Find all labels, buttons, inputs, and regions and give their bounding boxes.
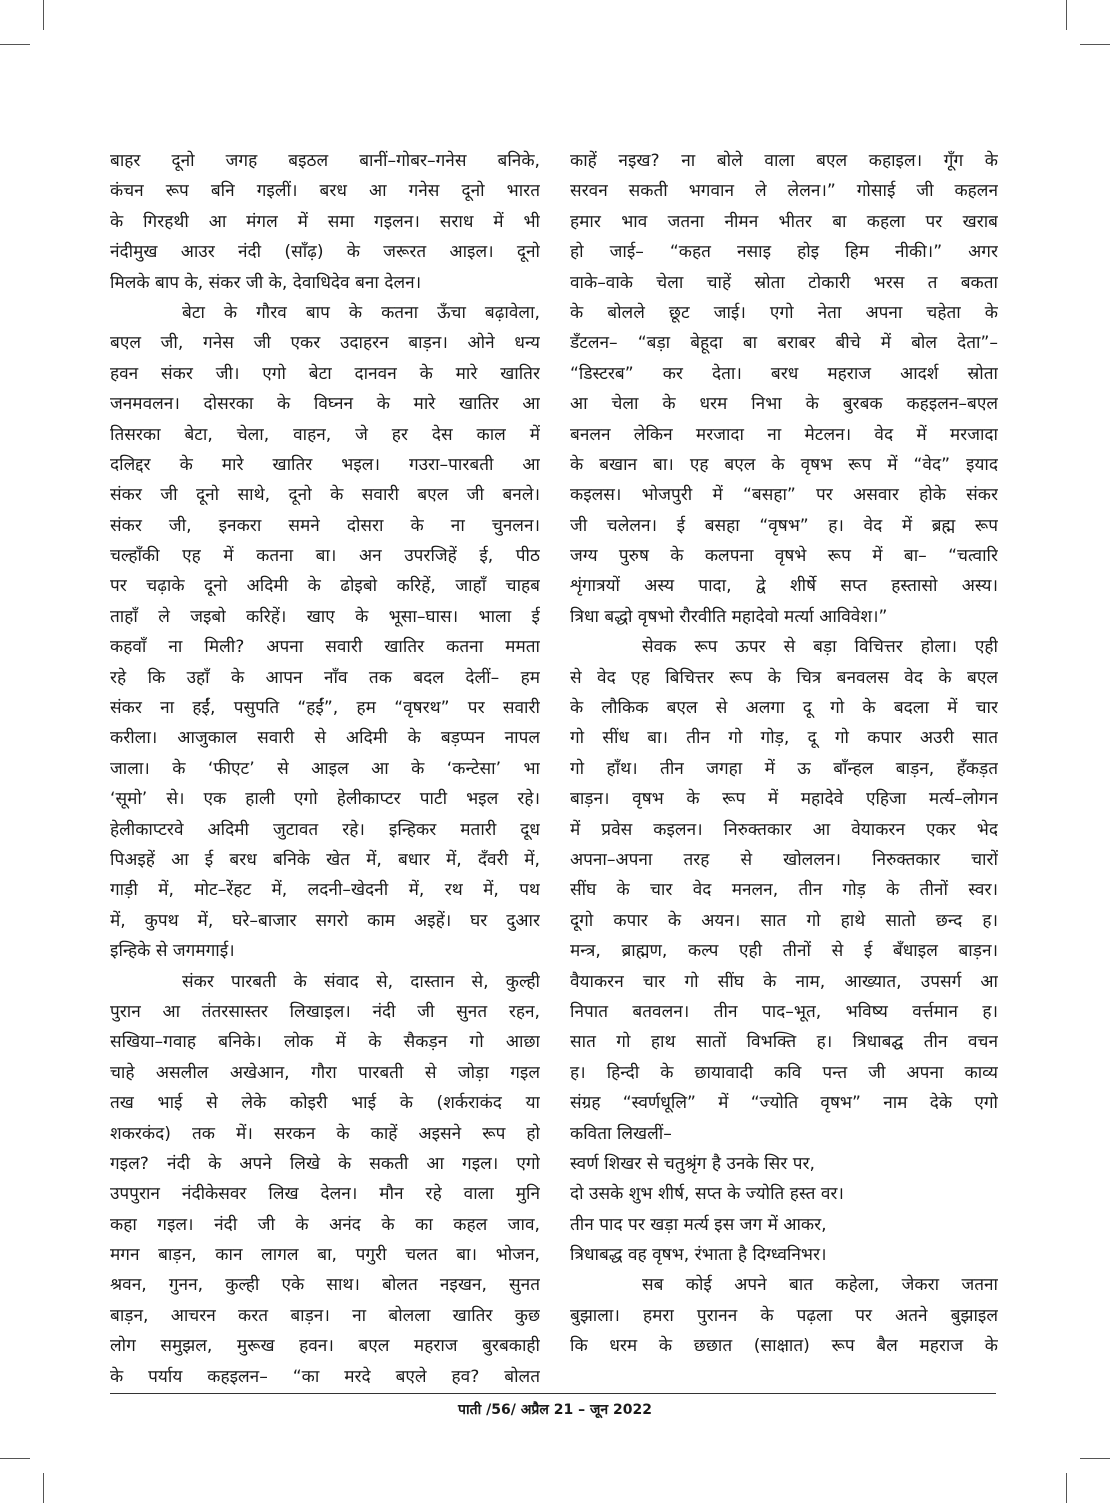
text-line: बएल जी, गनेस जी एकर उदाहरन बाड़न। ओने धन्य — [110, 333, 540, 354]
poem-line: तीन पाद पर खड़ा मर्त्य इस जग में आकर, — [570, 1214, 827, 1235]
text-line: संकर जी, इनकरा समने दोसरा के ना चुनलन। — [110, 515, 540, 536]
poem-line: स्वर्ण शिखर से चतुश्रृंग है उनके सिर पर, — [570, 1153, 815, 1174]
crop-mark — [0, 1458, 30, 1459]
text-line: पिअइहें आ ई बरध बनिके खेत में, बधार में, दँवरी में, — [110, 849, 540, 870]
text-line: मन्त्र, ब्राह्मण, कल्प एही तीनों से ई बँधाइल बाड़न। — [570, 941, 998, 962]
text-line: आ चेला के धरम निभा के बुरबक कहइलन–बएल — [570, 394, 998, 415]
text-line: उपपुरान नंदीकेसवर लिख देलन। मौन रहे वाला मुनि — [110, 1184, 540, 1205]
poem-line: त्रिधाबद्ध वह वृषभ, रंभाता है दिग्ध्वनिभर। — [570, 1245, 827, 1266]
text-line: काहें नइख? ना बोले वाला बएल कहाइल। गूँग के — [570, 151, 998, 171]
text-line: गो हाँथ। तीन जगहा में ऊ बाँन्हल बाड़न, हँकड़त — [570, 758, 998, 779]
crop-mark — [1066, 0, 1067, 30]
text-line: पर चढ़ाके दूनो अदिमी के ढोइबो करिहें, जाहाँ चाहब — [110, 576, 540, 597]
text-line: इन्हिके से जगमगाई। — [110, 941, 235, 962]
text-line: वैयाकरन चार गो सींघ के नाम, आख्यात, उपसर्ग आ — [570, 971, 998, 992]
text-line: संकर जी दूनो साथे, दूनो के सवारी बएल जी बनले। — [110, 485, 540, 506]
text-line: के गिरहथी आ मंगल में समा गइलन। सराध में भी — [110, 211, 540, 232]
crop-mark — [43, 0, 44, 30]
text-line: संकर ना हईं, पसुपति “हईं”, हम “वृषरथ” पर सवारी — [110, 698, 540, 719]
text-line: कविता लिखलीं– — [570, 1123, 672, 1144]
text-line: बाड़न, आचरन करत बाड़न। ना बोलला खातिर कुछ — [110, 1305, 540, 1326]
crop-mark — [1080, 44, 1110, 45]
text-line: हवन संकर जी। एगो बेटा दानवन के मारे खातिर — [110, 363, 540, 384]
text-line: तिसरका बेटा, चेला, वाहन, जे हर देस काल में — [110, 424, 540, 445]
text-line: में प्रवेस कइलन। निरुक्तकार आ वेयाकरन एकर भेद — [570, 819, 998, 840]
text-line: कहा गइल। नंदी जी के अनंद के का कहल जाव, — [110, 1214, 540, 1235]
text-line: हेलीकाप्टरवे अदिमी जुटावत रहे। इन्हिकर मतारी दूध — [110, 819, 540, 840]
crop-mark — [1066, 1473, 1067, 1503]
text-line: “डिस्टरब” कर देता। बरध महराज आदर्श स्रोता — [570, 363, 998, 384]
text-line: सींघ के चार वेद मनलन, तीन गोड़ के तीनों स्वर। — [570, 880, 998, 901]
text-line: सखिया–गवाह बनिके। लोक में के सैकड़न गो आछा — [110, 1032, 540, 1053]
text-line: के बोलले छूट जाई। एगो नेता अपना चहेता के — [570, 302, 998, 323]
text-line: सरवन सकती भगवान ले लेलन।” गोसाई जी कहलन — [570, 181, 998, 202]
text-line: मगन बाड़न, कान लागल बा, पगुरी चलत बा। भोजन, — [110, 1245, 540, 1266]
crop-mark — [0, 44, 30, 45]
text-line: चाहे असलील अखेआन, गौरा पारबती से जोड़ा गइल — [110, 1062, 540, 1083]
text-line: शृंगात्रयों अस्य पादा, द्वे शीर्षे सप्त हस्तासो अस्य। — [570, 576, 998, 597]
text-line: तख भाई से लेके कोइरी भाई के (शर्कराकंद या — [110, 1093, 540, 1114]
text-line: अपना–अपना तरह से खोललन। निरुक्तकार चारों — [570, 849, 998, 870]
text-line: कइलस। भोजपुरी में “बसहा” पर असवार होके संकर — [570, 485, 998, 506]
page-footer: पाती /56/ अप्रैल 21 – जून 2022 — [458, 1402, 652, 1418]
text-line: के बखान बा। एह बएल के वृषभ रूप में “वेद” इयाद — [570, 454, 998, 475]
text-line: जनमवलन। दोसरका के विघ्नन के मारे खातिर आ — [110, 394, 540, 415]
text-line: जाला। के ‘फीएट’ से आइल आ के ‘कन्टेसा’ भा — [110, 758, 540, 779]
text-line: कंचन रूप बनि गइलीं। बरध आ गनेस दूनो भारत — [110, 181, 540, 202]
text-line: के लौकिक बएल से अलगा दू गो के बदला में चार — [570, 698, 998, 719]
text-line: त्रिधा बद्धो वृषभो रौरवीति महादेवो मर्त्या आविवेश।” — [570, 606, 888, 627]
text-line: दलिद्दर के मारे खातिर भइल। गउरा–पारबती आ — [110, 454, 540, 475]
text-line: के पर्याय कहइलन– “का मरदे बएले हव? बोलत — [110, 1366, 540, 1387]
text-line: शकरकंद) तक में। सरकन के काहें अइसने रूप हो — [110, 1123, 540, 1144]
footer-divider — [110, 1393, 996, 1394]
right-column — [570, 146, 998, 1362]
text-line: जग्य पुरुष के कलपना वृषभे रूप में बा– “चत्वारि — [570, 546, 998, 567]
text-line: गाड़ी में, मोट–रेंहट में, लदनी–खेदनी में, रथ में, पथ — [110, 880, 540, 901]
text-line: में, कुपथ में, घरे–बाजार सगरो काम अइहें। घर दुआर — [110, 910, 540, 931]
text-line: बाड़न। वृषभ के रूप में महादेवे एहिजा मर्त्य–लोगन — [570, 789, 998, 810]
text-line: सब कोई अपने बात कहेला, जेकरा जतना — [642, 1275, 998, 1296]
text-line: सात गो हाथ सातों विभक्ति ह। त्रिधाबद्घ तीन वचन — [570, 1032, 998, 1053]
text-line: वाके–वाके चेला चाहें स्रोता टोकारी भरस त बकता — [570, 272, 998, 293]
text-line: बाहर दूनो जगह बइठल बानीं–गोबर–गनेस बनिके, — [110, 151, 540, 171]
text-line: कहवाँ ना मिली? अपना सवारी खातिर कतना ममता — [110, 637, 540, 658]
text-line: ‘सूमो’ से। एक हाली एगो हेलीकाप्टर पाटी भइल रहे। — [110, 789, 540, 810]
text-line: मिलके बाप के, संकर जी के, देवाधिदेव बना देलन। — [110, 272, 422, 293]
text-line: चल्हाँकी एह में कतना बा। अन उपरजिहें ई, पीठ — [110, 546, 540, 567]
left-column — [110, 146, 540, 1392]
text-line: लोग समुझल, मुरूख हवन। बएल महराज बुरबकाही — [110, 1336, 540, 1357]
crop-mark — [1080, 1458, 1110, 1459]
text-line: ताहाँ ले जइबो करिहें। खाए के भूसा–घास। भाला ई — [110, 606, 540, 627]
text-line: कि धरम के छछात (साक्षात) रूप बैल महराज के — [570, 1336, 998, 1357]
text-line: ह। हिन्दी के छायावादी कवि पन्त जी अपना काव्य — [570, 1062, 998, 1083]
text-line: करीला। आजुकाल सवारी से अदिमी के बड़प्पन नापल — [110, 728, 540, 749]
text-line: गो सींध बा। तीन गो गोड़, दू गो कपार अउरी सात — [570, 728, 998, 749]
text-line: जी चलेलन। ई बसहा “वृषभ” ह। वेद में ब्रह्म रूप — [570, 515, 998, 536]
text-line: दूगो कपार के अयन। सात गो हाथे सातो छन्द ह। — [570, 910, 998, 931]
text-line: बनलन लेकिन मरजादा ना मेटलन। वेद में मरजादा — [570, 424, 998, 445]
text-line: संकर पारबती के संवाद से, दास्तान से, कुल्ही — [182, 971, 540, 992]
text-line: डँटलन– “बड़ा बेहूदा बा बराबर बीचे में बोल देता”– — [570, 333, 998, 354]
text-line: बुझाला। हमरा पुरानन के पढ़ला पर अतने बुझाइल — [570, 1305, 998, 1326]
text-line: हमार भाव जतना नीमन भीतर बा कहला पर खराब — [570, 211, 998, 232]
text-line: पुरान आ तंतरसास्तर लिखाइल। नंदी जी सुनत रहन, — [110, 1001, 540, 1022]
text-line: रहे कि उहाँ के आपन नाँव तक बदल देलीं– हम — [110, 667, 540, 688]
article-body — [110, 146, 998, 1387]
text-line: गइल? नंदी के अपने लिखे के सकती आ गइल। एगो — [110, 1153, 540, 1174]
text-line: से वेद एह बिचित्तर रूप के चित्र बनवलस वेद के बएल — [570, 667, 998, 688]
text-line: सेवक रूप ऊपर से बड़ा विचित्तर होला। एही — [642, 637, 998, 658]
poem-line: दो उसके शुभ शीर्ष, सप्त के ज्योति हस्त वर। — [570, 1184, 844, 1205]
text-line: श्रवन, गुनन, कुल्ही एके साथ। बोलत नइखन, सुनत — [110, 1275, 540, 1296]
text-line: नंदीमुख आउर नंदी (साँढ़) के जरूरत आइल। दूनो — [110, 242, 540, 263]
text-line: हो जाई– “कहत नसाइ होइ हिम नीकी।” अगर — [570, 242, 998, 263]
text-line: बेटा के गौरव बाप के कतना ऊँचा बढ़ावेला, — [182, 302, 540, 323]
text-line: संग्रह “स्वर्णधूलि” में “ज्योति वृषभ” नाम देके एगो — [570, 1093, 998, 1114]
crop-mark — [43, 1473, 44, 1503]
text-line: निपात बतवलन। तीन पाद–भूत, भविष्य वर्त्तमान ह। — [570, 1001, 998, 1022]
